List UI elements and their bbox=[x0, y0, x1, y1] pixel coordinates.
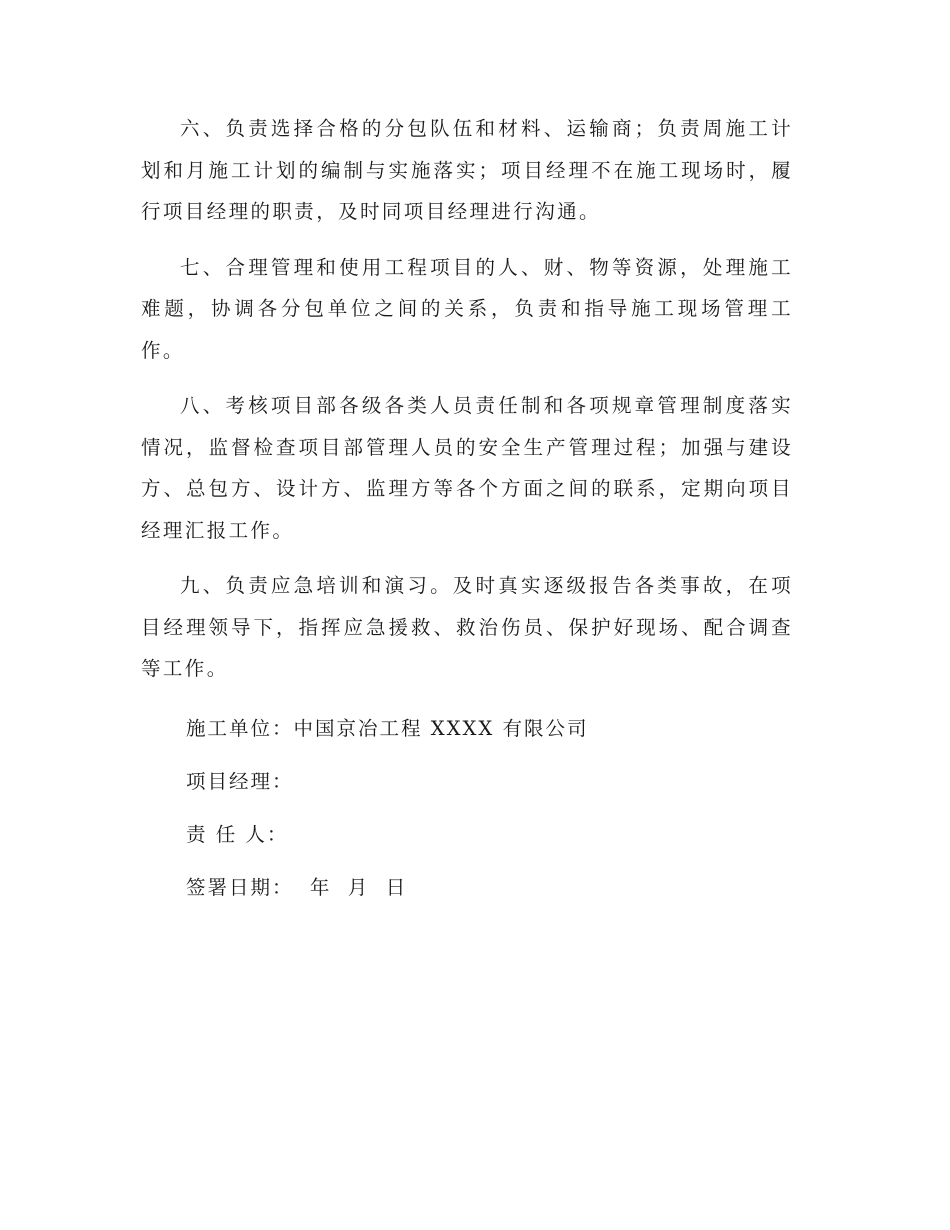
document-body bbox=[141, 108, 793, 914]
responsible-person-line bbox=[141, 808, 793, 861]
project-manager-line bbox=[141, 755, 793, 808]
construction-unit-label: 施工单位： bbox=[186, 716, 294, 740]
paragraph-nine: 九、负责应急培训和演习。及时真实逐级报告各类事故，在项目经理领导下，指挥应急援救、救治伤员、保护好现场、配合调查等工作。 bbox=[141, 574, 793, 680]
construction-unit-line bbox=[141, 702, 793, 755]
responsible-person-label: 责 任 人： bbox=[186, 822, 289, 846]
signing-date-line bbox=[141, 861, 793, 914]
construction-unit-value: 中国京冶工程 XXXX 有限公司 bbox=[293, 716, 589, 740]
paragraph-six: 六、负责选择合格的分包队伍和材料、运输商；负责周施工计划和月施工计划的编制与实施落实；项目经理不在施工现场时，履行项目经理的职责，及时同项目经理进行沟通。 bbox=[141, 117, 793, 223]
project-manager-label: 项目经理： bbox=[186, 769, 294, 793]
signing-date-value: 年 月 日 bbox=[293, 875, 408, 899]
paragraph-eight: 八、考核项目部各级各类人员责任制和各项规章管理制度落实情况，监督检查项目部管理人员的安全生产管理过程；加强与建设方、总包方、设计方、监理方等各个方面之间的联系，定期向项目经理汇报工作。 bbox=[141, 394, 793, 542]
signing-date-label: 签署日期： bbox=[186, 875, 294, 899]
paragraph-seven: 七、合理管理和使用工程项目的人、财、物等资源，处理施工难题，协调各分包单位之间的关系，负责和指导施工现场管理工作。 bbox=[141, 255, 793, 362]
